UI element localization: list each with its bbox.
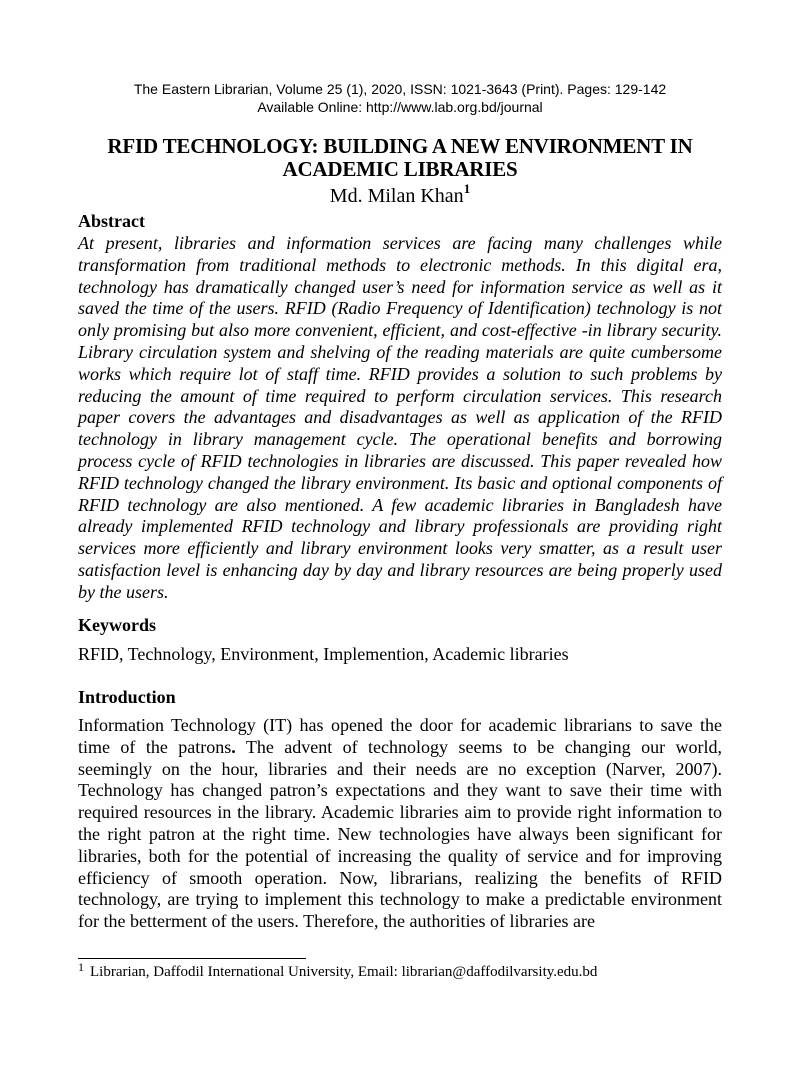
journal-citation: The Eastern Librarian, Volume 25 (1), 2020, ISSN: 1021-3643 (Print). Pages: 129-142 bbox=[133, 81, 667, 97]
footnote-mark: 1 bbox=[78, 960, 84, 974]
author-name: Md. Milan Khan bbox=[329, 185, 464, 207]
footnote-divider bbox=[78, 958, 306, 959]
journal-availability: Available Online: http://www.lab.org.bd/journal bbox=[257, 99, 543, 115]
abstract-text: At present, libraries and information services are facing many challenges while transformation from traditional methods to electronic methods. In this digital era, technology has dramatically changed user’s need for information service as well as it saved the time of the users. RFID (Radio Frequency of Identification) technology is not only promising but also more convenient, efficient, and cost-effective -in library security. Library circulation system and shelving of the reading materials are quite cumbersome works which require lot of staff time. RFID provides a solution to such problems by reducing the amount of time required to perform circulation services. This research paper covers the advantages and disadvantages as well as application of the RFID technology in library management cycle. The operational benefits and borrowing process cycle of RFID technologies in libraries are discussed. This paper revealed how RFID technology changed the library environment. Its basic and optional components of RFID technology are also mentioned. A few academic libraries in Bangladesh have already implemented RFID technology and library professionals are providing right services more efficiently and library environment looks very smatter, as a result user satisfaction level is enhancing day by day and library resources are being properly used by the users. bbox=[78, 233, 722, 602]
keywords-text: RFID, Technology, Environment, Implemention, Academic libraries bbox=[78, 644, 569, 664]
abstract-heading: Abstract bbox=[78, 211, 145, 231]
introduction-text-part-1: Information Technology (IT) has opened the door for academic librarians to save the time of the patrons bbox=[78, 715, 722, 757]
footnote-text: Librarian, Daffodil International University, Email: librarian@daffodilvarsity.edu.bd bbox=[90, 964, 598, 980]
author-footnote-mark: 1 bbox=[463, 181, 471, 196]
introduction-text bbox=[78, 715, 722, 933]
footnote bbox=[78, 962, 758, 982]
article-title-line-1: RFID TECHNOLOGY: BUILDING A NEW ENVIRONMENT IN bbox=[107, 134, 693, 158]
keywords-heading: Keywords bbox=[78, 615, 156, 635]
introduction-heading: Introduction bbox=[78, 687, 176, 707]
introduction-text-part-2: The advent of technology seems to be changing our world, seemingly on the hour, libraries and their needs are no exception (Narver, 2007). Technology has changed patron’s expectations and they want to save their time with required resources in the library. Academic libraries aim to provide right information to the right patron at the right time. New technologies have always been significant for libraries, both for the potential of increasing the quality of service and for improving efficiency of smooth operation. Now, librarians, realizing the benefits of RFID technology, are trying to implement this technology to make a predictable environment for the betterment of the users. Therefore, the authorities of libraries are bbox=[78, 736, 723, 932]
article-title-line-2: ACADEMIC LIBRARIES bbox=[282, 157, 518, 181]
introduction-bold-period: . bbox=[231, 736, 236, 757]
author-line bbox=[78, 183, 722, 209]
article-title bbox=[78, 135, 722, 181]
